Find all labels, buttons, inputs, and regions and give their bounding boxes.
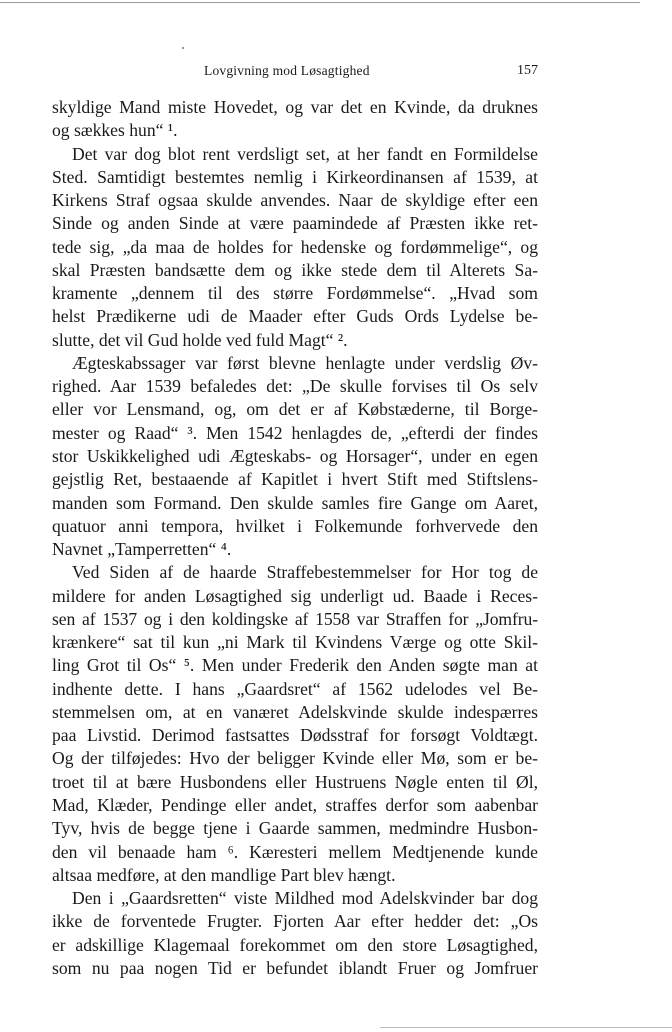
text-line: Sinde og anden Sinde at være paamindede af Præsten ikke ret- [52,213,538,234]
print-speck [182,47,184,49]
text-line: slutte, det vil Gud holde ved fuld Magt“ ². [52,329,348,350]
text-line: righed. Aar 1539 befaledes det: „De skulle forvises til Os selv [52,376,538,397]
text-line: Kirkens Straf ogsaa skulde anvendes. Naar de skyldige efter een [52,190,538,211]
text-line: skyldige Mand miste Hovedet, og var det en Kvinde, da druknes [52,97,538,117]
text-line: mester og Raad“ ³. Men 1542 henlagdes de, „efterdi der findes [52,422,538,443]
text-line: paa Livstid. Derimod fastsattes Dødsstraf for forsøgt Voldtægt. [52,725,538,746]
text-line: stor Uskikkelighed udi Ægteskabs- og Horsager“, under en egen [52,445,538,466]
text-line: er adskillige Klagemaal forekommet om den store Løsagtighed, [52,934,538,955]
text-line: gejstlig Ret, bestaaende af Kapitlet i hvert Stift med Stiftslens- [52,469,538,490]
text-line: stemmelsen om, at en vanæret Adelskvinde skulde indespærres [52,701,538,722]
running-head [52,63,538,83]
text-line: sen af 1537 og i den koldingske af 1558 var Straffen for „Jomfru- [52,608,538,629]
text-line: manden som Formand. Den skulde samles fire Gange om Aaret, [52,492,538,513]
text-line: Ved Siden af de haarde Straffebestemmelser for Hor tog de [72,562,538,583]
text-line: altsaa medføre, at den mandlige Part blev hængt. [52,864,396,885]
text-line: Sted. Samtidigt bestemtes nemlig i Kirkeordinansen af 1539, at [52,166,538,187]
text-line: Navnet „Tamperretten“ ⁴. [52,539,232,560]
text-line: og sækkes hun“ ¹. [52,120,178,141]
text-line: Og der tilføjedes: Hvo der beligger Kvinde eller Mø, som er be- [52,748,538,769]
text-line: tede sig, „da maa de holdes for hedenske og fordømmelige“, og [52,236,538,257]
text-line: Ægteskabssager var først blevne henlagte under verdslig Øv- [72,352,538,373]
text-line: indhente dette. I hans „Gaardsret“ af 1562 udelodes vel Be- [52,678,538,699]
text-line: Det var dog blot rent verdsligt set, at her fandt en Formildelse [72,143,538,164]
text-line: helst Prædikerne udi de Maader efter Guds Ords Lydelse be- [52,306,538,327]
text-line: den vil benaade ham ⁶. Kæresteri mellem Medtjenende kunde [52,841,538,862]
body-text [52,96,538,980]
bottom-rule [380,1027,672,1028]
running-title: Lovgivning mod Løsagtighed [204,63,370,78]
text-line: ikke de forventede Frugter. Fjorten Aar efter hedder det: „Os [52,911,538,932]
text-line: Mad, Klæder, Pendinge eller andet, straffes derfor som aabenbar [52,794,538,815]
text-line: Tyv, hvis de begge tjene i Gaarde sammen, medmindre Husbon- [52,818,538,839]
text-line: quatuor anni tempora, hvilket i Folkemunde forhvervede den [52,515,538,536]
text-line: Den i „Gaardsretten“ viste Mildhed mod Adelskvinder bar dog [72,888,538,909]
text-line: troet til at bære Husbondens eller Hustruens Nøgle enten til Øl, [52,771,538,792]
text-line: krænkere“ sat til kun „ni Mark til Kvindens Værge og otte Skil- [52,632,538,653]
page-number: 157 [517,63,538,78]
top-rule [0,2,640,3]
text-line: skal Præsten bandsætte dem og ikke stede dem til Alterets Sa- [52,259,538,280]
text-line: mildere for anden Løsagtighed sig underligt ud. Baade i Reces- [52,585,538,606]
text-line: kramente „dennem til des større Fordømmelse“. „Hvad som [52,283,538,304]
text-line: eller vor Lensmand, og, om det er af Købstæderne, til Borge- [52,399,538,420]
text-line: som nu paa nogen Tid er befundet iblandt Fruer og Jomfruer [52,957,538,978]
text-line: ling Grot til Os“ ⁵. Men under Frederik den Anden søgte man at [52,655,538,676]
